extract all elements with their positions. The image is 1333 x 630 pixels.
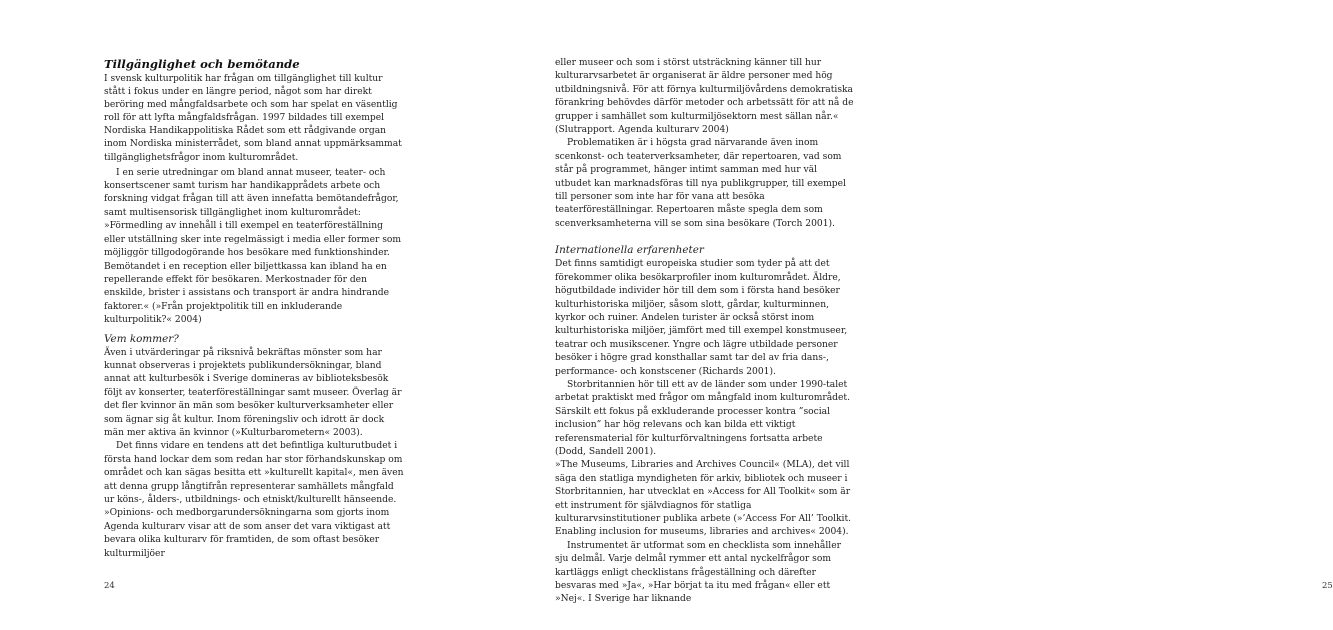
paragraph: Det finns vidare en tendens att det befintliga kulturutbudet i första hand lockar dem som redan har stor förhandskunskap om området och kan sägas besitta ett »kulturellt kapital«, men även att denna grupp långtifrån representerar samhällets mångfald ur köns-, ålders-, utbildnings- och etniskt/kulturellt hänseende. bbox=[104, 441, 404, 505]
body-block-a bbox=[104, 167, 404, 328]
paragraph: »Opinions- och medborgarundersökningarna som gjorts inom Agenda kulturarv visar att de som anser det vara viktigast att bevara olika kulturarv för framtiden, de som oftast besöker kulturmiljöer bbox=[104, 508, 391, 559]
intro-paragraph: I svensk kulturpolitik har frågan om tillgänglighet till kultur stått i fokus under en längre period, något som har direkt beröring med mångfaldsarbete och som har spelat en väsentlig roll för att lyfta mångfaldsfrågan. 1997 bildades till exempel Nordiska Handikappolitiska Rådet som ett rådgivande organ inom Nordiska ministerrådet, som bland annat uppmärksammat tillgänglighetsfrågor inom kulturområdet. bbox=[104, 74, 402, 163]
paragraph: Instrumentet är utformat som en checklista som innehåller sju delmål. Varje delmål rymmer ett antal nyckelfrågor som kartläggs enligt checklistans frågeställning och därefter besvaras med »Ja«, »Har börjat ta itu med frågan« eller ett »Nej«. I Sverige har liknande bbox=[555, 540, 841, 605]
quote-paragraph: »Förmedling av innehåll i till exempel en teaterföreställning eller utställning sker inte regelmässigt i media eller former som möjliggör tillgodogörande hos besökare med funktionshinder. Bemötandet i en reception eller biljettkassa kan ibland ha en repellerande effekt för besökaren. Merkostnader för den enskilde, brister i assistans och transport är andra hindrande faktorer.« (»Från projektpolitik till en inkluderande kulturpolitik?« 2004) bbox=[104, 221, 402, 326]
body-block-a bbox=[555, 57, 855, 231]
right-page bbox=[480, 0, 1333, 630]
section-title: Tillgänglighet och bemötande bbox=[104, 57, 300, 71]
paragraph: »The Museums, Libraries and Archives Council« (MLA), det vill säga den statliga myndigheten för arkiv, bibliotek och museer i Storbritannien, har utvecklat en »Access for All Toolkit« som är ett instrument för självdiagnos för statliga kulturarvsinstitutioner publika arbete (»’Access For All’ Toolkit. Enabling inclusion for museums, libraries and archives« 2004). bbox=[555, 460, 852, 538]
body-block-b bbox=[555, 258, 855, 607]
paragraph: Storbritannien hör till ett av de länder som under 1990-talet arbetat praktiskt med frågor om mångfald inom kulturområdet. Särskilt ett fokus på exkluderande processer kontra ”social inclusion” har hög relevans och kan bilda ett viktigt referensmaterial för kulturförvaltningens fortsatta arbete (Dodd, Sandell 2001). bbox=[555, 379, 850, 457]
paragraph: Det finns samtidigt europeiska studier som tyder på att det förekommer olika besökarprofiler inom kulturområdet. Äldre, högutbildade individer hör till dem som i första hand besöker kulturhistoriska miljöer, såsom slott, gårdar, kulturminnen, kyrkor och ruiner. Andelen turister är också störst inom kulturhistoriska miljöer, jämfört med till exempel konstmuseer, teatrar och musikscener. Yngre och lägre utbildade personer besöker i högre grad konsthallar samt tar del av fria dans-, performance- och konstscener (Richards 2001). bbox=[555, 259, 848, 377]
left-page bbox=[0, 0, 480, 630]
left-column bbox=[104, 57, 404, 561]
paragraph: eller museer och som i störst utsträckning känner till hur kulturarvsarbetet är organiserat är äldre personer med hög utbildningsnivå. För att förnya kulturmiljövårdens demokratiska förankring behövdes därför metoder och arbetssätt för att nå de grupper i samhället som kulturmiljösektorn mest sällan når.« (Slutrapport. Agenda kulturarv 2004) bbox=[555, 58, 854, 136]
page-number: 25 bbox=[1322, 581, 1333, 591]
page-number: 24 bbox=[104, 581, 115, 591]
paragraph: Även i utvärderingar på riksnivå bekräftas mönster som har kunnat observeras i projektets publikundersökningar, bland annat att kulturbesök i Sverige domineras av biblioteksbesök följt av konserter, teaterföreställningar samt museer. Överlag är det fler kvinnor än män som besöker kulturverksamheter eller som ägnar sig åt kultur. Inom föreningsliv och idrott är dock män mer aktiva än kvinnor (»Kulturbarometern« 2003). bbox=[104, 347, 402, 438]
paragraph: Problematiken är i högsta grad närvarande även inom scenkonst- och teaterverksamheter, där repertoaren, vad som står på programmet, hänger intimt samman med hur väl utbudet kan marknadsföras till nya publikgrupper, till exempel till personer som inte har för vana att besöka teaterföreställningar. Repertoaren måste spegla dem som scenverksamheterna vill se som sina besökare (Torch 2001). bbox=[555, 138, 846, 229]
intro-block bbox=[104, 73, 404, 165]
body-block-b bbox=[104, 347, 404, 562]
subheading: Vem kommer? bbox=[104, 332, 179, 345]
right-column bbox=[555, 57, 855, 607]
paragraph: I en serie utredningar om bland annat museer, teater- och konsertscener samt turism har handikapprådets arbete och forskning vidgat frågan till att även innefatta bemötandefrågor, samt multisensorisk tillgänglighet inom kulturområdet: bbox=[104, 167, 399, 218]
subheading: Internationella erfarenheter bbox=[555, 244, 704, 257]
